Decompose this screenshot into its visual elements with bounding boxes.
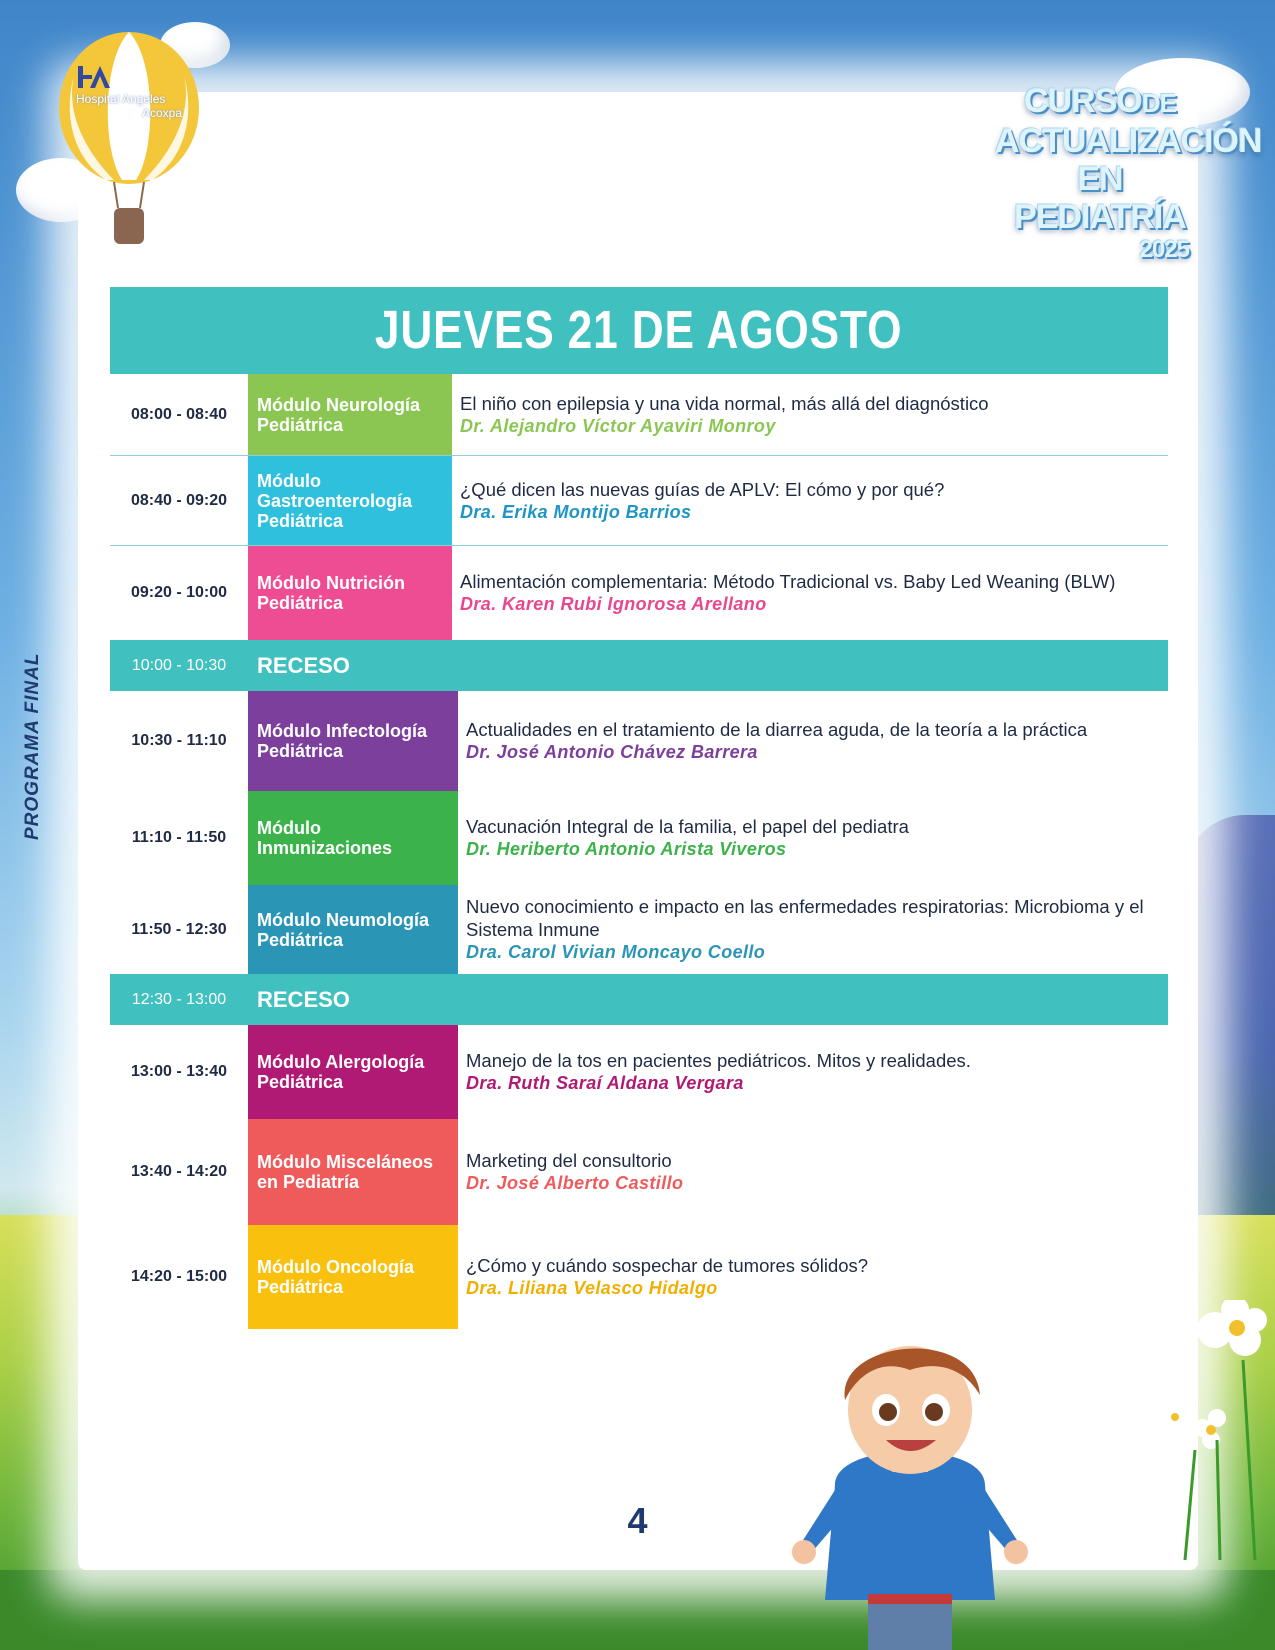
session-row <box>110 1119 1168 1225</box>
session-row <box>110 546 1168 640</box>
course-title-de: DE <box>1141 88 1176 118</box>
session-row <box>110 885 1168 974</box>
session-title: Vacunación Integral de la familia, el papel del pediatra <box>466 816 909 837</box>
course-title-line3: EN PEDIATRÍA <box>1014 160 1186 236</box>
day-title: JUEVES 21 DE AGOSTO <box>375 300 903 360</box>
page-number: 4 <box>627 1500 648 1541</box>
session-talk <box>458 885 1168 974</box>
session-title: Nuevo conocimiento e impacto en las enfermedades respiratorias: Microbioma y el Sistema Inmune <box>466 896 1144 940</box>
session-module: Módulo Misceláneos en Pediatría <box>248 1119 458 1225</box>
session-row <box>110 374 1168 456</box>
hospital-line1: Hospital Angeles <box>76 92 166 106</box>
course-title <box>995 82 1262 264</box>
session-row <box>110 691 1168 791</box>
recess-label: RECESO <box>257 986 350 1012</box>
session-speaker: Dra. Ruth Saraí Aldana Vergara <box>466 1073 744 1093</box>
day-header <box>110 287 1168 374</box>
hot-air-balloon-logo <box>14 20 244 250</box>
session-talk <box>458 791 1168 885</box>
session-module: Módulo Gastroenterología Pediátrica <box>248 456 452 545</box>
hospital-logo-icon <box>76 64 116 90</box>
session-row <box>110 1225 1168 1329</box>
schedule-table <box>110 287 1168 1329</box>
session-time: 10:30 - 11:10 <box>131 732 227 749</box>
recess-row <box>110 640 1168 691</box>
session-speaker: Dra. Liliana Velasco Hidalgo <box>466 1278 718 1298</box>
session-time: 11:10 - 11:50 <box>131 829 227 846</box>
session-module: Módulo Inmunizaciones <box>248 791 458 885</box>
course-year: 2025 <box>1139 236 1189 263</box>
session-time: 08:00 - 08:40 <box>130 405 228 423</box>
background-hill <box>1185 815 1275 1245</box>
flowers-illustration <box>1125 1300 1275 1560</box>
hospital-line2: Acoxpa <box>141 106 182 120</box>
background-ground <box>0 1570 1275 1650</box>
session-speaker: Dr. Alejandro Víctor Ayaviri Monroy <box>460 415 776 436</box>
session-talk <box>458 1119 1168 1225</box>
session-talk <box>452 374 1168 455</box>
session-title: ¿Qué dicen las nuevas guías de APLV: El cómo y por qué? <box>460 478 945 500</box>
session-time: 09:20 - 10:00 <box>130 584 228 601</box>
recess-time: 10:00 - 10:30 <box>131 656 227 674</box>
session-row <box>110 791 1168 885</box>
session-title: Manejo de la tos en pacientes pediátricos. Mitos y realidades. <box>466 1050 971 1071</box>
session-talk <box>458 1225 1168 1329</box>
session-title: Actualidades en el tratamiento de la diarrea aguda, de la teoría a la práctica <box>466 719 1088 740</box>
session-talk <box>452 546 1168 640</box>
session-speaker: Dr. José Antonio Chávez Barrera <box>466 742 758 762</box>
session-time: 14:20 - 15:00 <box>130 1268 228 1285</box>
session-speaker: Dra. Carol Vivian Moncayo Coello <box>466 942 766 962</box>
session-speaker: Dr. Heriberto Antonio Arista Viveros <box>466 839 787 859</box>
session-time: 08:40 - 09:20 <box>130 491 228 509</box>
session-module: Módulo Alergología Pediátrica <box>248 1025 458 1119</box>
child-character-illustration <box>790 1330 1030 1650</box>
session-module: Módulo Nutrición Pediátrica <box>248 546 452 640</box>
session-module: Módulo Oncología Pediátrica <box>248 1225 458 1329</box>
session-title: El niño con epilepsia y una vida normal, más allá del diagnóstico <box>460 392 989 414</box>
side-label: PROGRAMA FINAL <box>22 652 43 840</box>
session-talk <box>458 1025 1168 1119</box>
recess-label: RECESO <box>257 652 350 678</box>
session-speaker: Dr. José Alberto Castillo <box>466 1173 684 1193</box>
session-speaker: Dra. Erika Montijo Barrios <box>460 501 692 522</box>
session-row <box>110 456 1168 546</box>
hospital-name <box>76 92 186 120</box>
session-title: ¿Cómo y cuándo sospechar de tumores sólidos? <box>466 1255 869 1276</box>
session-module: Módulo Infectología Pediátrica <box>248 691 458 791</box>
session-title: Alimentación complementaria: Método Tradicional vs. Baby Led Weaning (BLW) <box>460 571 1116 592</box>
session-time: 13:40 - 14:20 <box>130 1163 228 1180</box>
session-time: 11:50 - 12:30 <box>131 920 227 938</box>
session-row <box>110 1025 1168 1119</box>
session-title: Marketing del consultorio <box>466 1150 672 1171</box>
session-time: 13:00 - 13:40 <box>130 1063 228 1080</box>
course-title-line1: CURSO <box>1024 82 1142 120</box>
session-talk <box>452 456 1168 545</box>
session-module: Módulo Neumología Pediátrica <box>248 885 458 974</box>
recess-time: 12:30 - 13:00 <box>131 990 227 1008</box>
recess-row <box>110 974 1168 1025</box>
session-speaker: Dra. Karen Rubi Ignorosa Arellano <box>460 594 767 614</box>
session-module: Módulo Neurología Pediátrica <box>248 374 452 455</box>
course-title-line2: ACTUALIZACIÓN <box>995 122 1262 160</box>
session-talk <box>458 691 1168 791</box>
